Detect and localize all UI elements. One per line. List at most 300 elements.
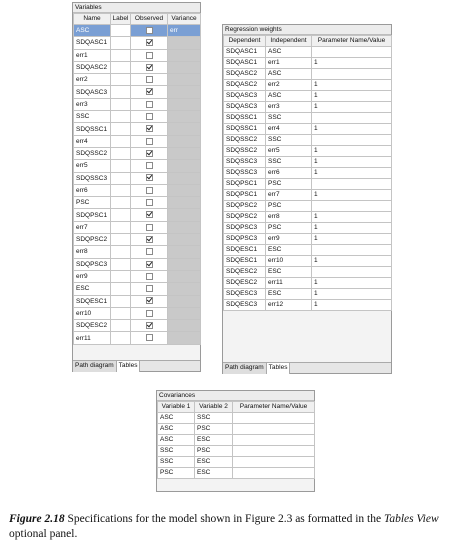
variable-label-cell[interactable] <box>111 307 131 319</box>
variables-table <box>73 13 201 345</box>
table-row[interactable] <box>74 295 201 307</box>
variable-1-cell[interactable]: ASC <box>158 435 195 446</box>
dependent-cell[interactable]: SDQASC1 <box>224 47 266 58</box>
variable-observed-cell <box>131 209 168 221</box>
table-row[interactable] <box>74 111 201 123</box>
variable-label-cell[interactable] <box>111 86 131 98</box>
parameter-cell[interactable] <box>312 267 392 278</box>
dependent-cell[interactable]: SDQSSC1 <box>224 124 266 135</box>
table-row[interactable] <box>224 91 392 102</box>
table-row[interactable] <box>74 49 201 61</box>
independent-cell[interactable]: PSC <box>266 201 312 212</box>
variable-variance-cell[interactable] <box>168 332 201 344</box>
table-row[interactable] <box>158 446 315 457</box>
variable-label-cell[interactable] <box>111 332 131 344</box>
parameter-cell[interactable] <box>312 69 392 80</box>
variable-2-cell[interactable]: SSC <box>195 413 233 424</box>
parameter-cell[interactable]: 1 <box>312 223 392 234</box>
table-row[interactable] <box>74 283 201 295</box>
variable-variance-cell[interactable] <box>168 86 201 98</box>
independent-cell[interactable]: err8 <box>266 212 312 223</box>
variable-observed-cell <box>131 270 168 282</box>
dependent-cell[interactable]: SDQASC2 <box>224 80 266 91</box>
regression-weights-panel <box>222 24 392 374</box>
table-row[interactable] <box>74 25 201 37</box>
table-row[interactable] <box>224 146 392 157</box>
variable-name-cell[interactable]: err7 <box>74 221 111 233</box>
table-row[interactable] <box>74 135 201 147</box>
observed-checkbox[interactable] <box>146 162 153 169</box>
variable-2-cell[interactable]: PSC <box>195 446 233 457</box>
variable-variance-cell[interactable] <box>168 172 201 184</box>
table-row[interactable] <box>74 209 201 221</box>
table-row[interactable] <box>158 468 315 479</box>
table-row[interactable] <box>158 413 315 424</box>
col-header-variable-1[interactable]: Variable 1 <box>158 402 195 413</box>
observed-checkbox[interactable] <box>146 150 153 157</box>
variable-variance-cell[interactable] <box>168 320 201 332</box>
variable-name-cell[interactable]: err5 <box>74 160 111 172</box>
variable-label-cell[interactable] <box>111 135 131 147</box>
observed-checkbox[interactable] <box>146 101 153 108</box>
parameter-cell[interactable]: 1 <box>312 212 392 223</box>
observed-checkbox[interactable] <box>146 211 153 218</box>
variable-name-cell[interactable]: SDQSSC2 <box>74 147 111 159</box>
variable-observed-cell <box>131 160 168 172</box>
variable-name-cell[interactable]: SDQASC2 <box>74 61 111 73</box>
variable-label-cell[interactable] <box>111 111 131 123</box>
variable-name-cell[interactable]: SSC <box>74 111 111 123</box>
variable-label-cell[interactable] <box>111 61 131 73</box>
col-header-label[interactable]: Label <box>111 14 131 25</box>
table-row[interactable] <box>224 223 392 234</box>
variable-label-cell[interactable] <box>111 172 131 184</box>
independent-cell[interactable]: PSC <box>266 223 312 234</box>
variable-observed-cell <box>131 283 168 295</box>
parameter-cell[interactable] <box>233 457 315 468</box>
variable-variance-cell[interactable] <box>168 270 201 282</box>
variables-panel-title: Variables <box>73 3 200 13</box>
table-row[interactable] <box>74 61 201 73</box>
table-row[interactable] <box>224 47 392 58</box>
variable-name-cell[interactable]: err11 <box>74 332 111 344</box>
observed-checkbox[interactable] <box>146 236 153 243</box>
variable-label-cell[interactable] <box>111 25 131 37</box>
dependent-cell[interactable]: SDQASC2 <box>224 69 266 80</box>
variable-variance-cell[interactable] <box>168 307 201 319</box>
table-row[interactable] <box>224 234 392 245</box>
observed-checkbox[interactable] <box>146 125 153 132</box>
table-row[interactable] <box>74 258 201 270</box>
dependent-cell[interactable]: SDQSSC3 <box>224 157 266 168</box>
parameter-cell[interactable] <box>233 468 315 479</box>
parameter-cell[interactable]: 1 <box>312 168 392 179</box>
table-row[interactable] <box>74 172 201 184</box>
covariances-panel <box>156 390 315 492</box>
observed-checkbox[interactable] <box>146 64 153 71</box>
table-row[interactable] <box>74 123 201 135</box>
variable-name-cell[interactable]: ASC <box>74 25 111 37</box>
col-header-observed[interactable]: Observed <box>131 14 168 25</box>
table-row[interactable] <box>224 168 392 179</box>
col-header-variance[interactable]: Variance <box>168 14 201 25</box>
observed-checkbox[interactable] <box>146 27 153 34</box>
variable-2-cell[interactable]: ESC <box>195 468 233 479</box>
parameter-cell[interactable]: 1 <box>312 256 392 267</box>
variable-variance-cell[interactable] <box>168 37 201 49</box>
table-row[interactable] <box>224 300 392 311</box>
table-row[interactable] <box>224 113 392 124</box>
table-row[interactable] <box>74 332 201 344</box>
table-row[interactable] <box>224 245 392 256</box>
table-row[interactable] <box>158 457 315 468</box>
dependent-cell[interactable]: SDQASC3 <box>224 102 266 113</box>
table-row[interactable] <box>74 320 201 332</box>
table-row[interactable] <box>74 270 201 282</box>
table-row[interactable] <box>74 160 201 172</box>
variable-variance-cell[interactable] <box>168 197 201 209</box>
parameter-cell[interactable] <box>233 424 315 435</box>
table-row[interactable] <box>224 256 392 267</box>
parameter-cell[interactable]: 1 <box>312 80 392 91</box>
variable-2-cell[interactable]: ESC <box>195 435 233 446</box>
table-row[interactable] <box>224 201 392 212</box>
variable-variance-cell[interactable] <box>168 74 201 86</box>
covariances-table <box>157 401 315 479</box>
parameter-cell[interactable] <box>312 245 392 256</box>
col-header-dependent[interactable]: Dependent <box>224 36 266 47</box>
variable-observed-cell <box>131 332 168 344</box>
observed-checkbox[interactable] <box>146 52 153 59</box>
dependent-cell[interactable]: SDQESC1 <box>224 245 266 256</box>
variable-label-cell[interactable] <box>111 184 131 196</box>
variable-observed-cell <box>131 147 168 159</box>
parameter-cell[interactable] <box>312 113 392 124</box>
variable-observed-cell <box>131 135 168 147</box>
table-row[interactable] <box>158 424 315 435</box>
variable-name-cell[interactable]: err3 <box>74 98 111 110</box>
variable-variance-cell[interactable] <box>168 234 201 246</box>
variable-name-cell[interactable]: ESC <box>74 283 111 295</box>
table-row[interactable] <box>74 246 201 258</box>
table-row[interactable] <box>74 98 201 110</box>
caption-text-after: optional panel. <box>9 528 78 540</box>
observed-checkbox[interactable] <box>146 39 153 46</box>
variable-observed-cell <box>131 184 168 196</box>
variable-observed-cell <box>131 37 168 49</box>
observed-checkbox[interactable] <box>146 248 153 255</box>
variable-2-cell[interactable]: ESC <box>195 457 233 468</box>
variable-name-cell[interactable]: err2 <box>74 74 111 86</box>
variable-observed-cell <box>131 86 168 98</box>
independent-cell[interactable]: err6 <box>266 168 312 179</box>
variable-variance-cell[interactable] <box>168 209 201 221</box>
table-row[interactable] <box>224 124 392 135</box>
variable-label-cell[interactable] <box>111 37 131 49</box>
tab-tables[interactable]: Tables <box>267 363 291 374</box>
parameter-cell[interactable]: 1 <box>312 102 392 113</box>
independent-cell[interactable]: ASC <box>266 91 312 102</box>
variable-name-cell[interactable]: SDQPSC2 <box>74 234 111 246</box>
variables-tab-bar <box>73 360 200 371</box>
table-row[interactable] <box>74 197 201 209</box>
col-header-name[interactable]: Name <box>74 14 111 25</box>
regression-table <box>223 35 392 311</box>
variable-label-cell[interactable] <box>111 258 131 270</box>
caption-text-before: Specifications for the model shown in Figure 2.3 as formatted in the <box>64 513 384 525</box>
variable-name-cell[interactable]: err6 <box>74 184 111 196</box>
parameter-cell[interactable] <box>233 446 315 457</box>
variable-label-cell[interactable] <box>111 246 131 258</box>
variable-variance-cell[interactable] <box>168 184 201 196</box>
independent-cell[interactable]: ASC <box>266 47 312 58</box>
variable-variance-cell[interactable] <box>168 61 201 73</box>
col-header-parameter[interactable]: Parameter Name/Value <box>233 402 315 413</box>
independent-cell[interactable]: err11 <box>266 278 312 289</box>
parameter-cell[interactable]: 1 <box>312 234 392 245</box>
observed-checkbox[interactable] <box>146 76 153 83</box>
independent-cell[interactable]: err2 <box>266 80 312 91</box>
dependent-cell[interactable]: SDQESC3 <box>224 300 266 311</box>
dependent-cell[interactable]: SDQSSC2 <box>224 135 266 146</box>
observed-checkbox[interactable] <box>146 273 153 280</box>
table-row[interactable] <box>224 190 392 201</box>
variable-1-cell[interactable]: SSC <box>158 457 195 468</box>
variable-name-cell[interactable]: err1 <box>74 49 111 61</box>
parameter-cell[interactable]: 1 <box>312 124 392 135</box>
observed-checkbox[interactable] <box>146 261 153 268</box>
parameter-cell[interactable] <box>312 47 392 58</box>
dependent-cell[interactable]: SDQPSC1 <box>224 179 266 190</box>
variable-variance-cell[interactable] <box>168 111 201 123</box>
variable-observed-cell <box>131 221 168 233</box>
independent-cell[interactable]: ASC <box>266 69 312 80</box>
dependent-cell[interactable]: SDQESC2 <box>224 267 266 278</box>
caption-italic-text: Tables View <box>383 513 439 525</box>
independent-cell[interactable]: PSC <box>266 179 312 190</box>
dependent-cell[interactable]: SDQASC3 <box>224 91 266 102</box>
independent-cell[interactable]: err4 <box>266 124 312 135</box>
observed-checkbox[interactable] <box>146 334 153 341</box>
parameter-cell[interactable]: 1 <box>312 300 392 311</box>
variable-label-cell[interactable] <box>111 98 131 110</box>
variable-variance-cell[interactable] <box>168 98 201 110</box>
table-row[interactable] <box>74 147 201 159</box>
dependent-cell[interactable]: SDQSSC3 <box>224 168 266 179</box>
dependent-cell[interactable]: SDQPSC3 <box>224 223 266 234</box>
dependent-cell[interactable]: SDQESC2 <box>224 278 266 289</box>
variable-label-cell[interactable] <box>111 74 131 86</box>
parameter-cell[interactable] <box>312 179 392 190</box>
col-header-parameter[interactable]: Parameter Name/Value <box>312 36 392 47</box>
independent-cell[interactable]: err9 <box>266 234 312 245</box>
variable-label-cell[interactable] <box>111 49 131 61</box>
table-row[interactable] <box>74 184 201 196</box>
parameter-cell[interactable]: 1 <box>312 58 392 69</box>
variable-label-cell[interactable] <box>111 234 131 246</box>
parameter-cell[interactable] <box>233 413 315 424</box>
variable-observed-cell <box>131 295 168 307</box>
variable-label-cell[interactable] <box>111 209 131 221</box>
variable-variance-cell[interactable] <box>168 49 201 61</box>
independent-cell[interactable]: err12 <box>266 300 312 311</box>
independent-cell[interactable]: SSC <box>266 135 312 146</box>
parameter-cell[interactable] <box>312 201 392 212</box>
parameter-cell[interactable]: 1 <box>312 278 392 289</box>
col-header-independent[interactable]: Independent <box>266 36 312 47</box>
variable-variance-cell[interactable] <box>168 135 201 147</box>
observed-checkbox[interactable] <box>146 88 153 95</box>
tab-path-diagram[interactable]: Path diagram <box>223 363 267 374</box>
variable-observed-cell <box>131 49 168 61</box>
variable-name-cell[interactable]: SDQASC3 <box>74 86 111 98</box>
observed-checkbox[interactable] <box>146 113 153 120</box>
variable-name-cell[interactable]: err9 <box>74 270 111 282</box>
table-row[interactable] <box>224 80 392 91</box>
table-row[interactable] <box>224 69 392 80</box>
variable-label-cell[interactable] <box>111 295 131 307</box>
variable-variance-cell[interactable] <box>168 283 201 295</box>
variable-1-cell[interactable]: ASC <box>158 424 195 435</box>
observed-checkbox[interactable] <box>146 138 153 145</box>
observed-checkbox[interactable] <box>146 285 153 292</box>
variable-1-cell[interactable]: ASC <box>158 413 195 424</box>
covariances-panel-title: Covariances <box>157 391 314 401</box>
variable-variance-cell[interactable] <box>168 258 201 270</box>
variable-variance-cell[interactable] <box>168 221 201 233</box>
dependent-cell[interactable]: SDQSSC1 <box>224 113 266 124</box>
independent-cell[interactable]: ESC <box>266 267 312 278</box>
variable-observed-cell <box>131 74 168 86</box>
variable-observed-cell <box>131 61 168 73</box>
variable-label-cell[interactable] <box>111 147 131 159</box>
dependent-cell[interactable]: SDQPSC2 <box>224 212 266 223</box>
dependent-cell[interactable]: SDQPSC1 <box>224 190 266 201</box>
variable-observed-cell <box>131 320 168 332</box>
variable-variance-cell[interactable] <box>168 295 201 307</box>
variable-2-cell[interactable]: PSC <box>195 424 233 435</box>
table-row[interactable] <box>224 157 392 168</box>
variables-panel <box>72 2 201 372</box>
variable-label-cell[interactable] <box>111 221 131 233</box>
variable-name-cell[interactable]: err8 <box>74 246 111 258</box>
variable-observed-cell <box>131 98 168 110</box>
table-row[interactable] <box>74 86 201 98</box>
table-row[interactable] <box>224 102 392 113</box>
parameter-cell[interactable]: 1 <box>312 146 392 157</box>
parameter-cell[interactable]: 1 <box>312 91 392 102</box>
independent-cell[interactable]: ESC <box>266 289 312 300</box>
parameter-cell[interactable]: 1 <box>312 289 392 300</box>
independent-cell[interactable]: ESC <box>266 245 312 256</box>
table-row[interactable] <box>158 435 315 446</box>
variable-label-cell[interactable] <box>111 270 131 282</box>
independent-cell[interactable]: SSC <box>266 113 312 124</box>
variable-name-cell[interactable]: PSC <box>74 197 111 209</box>
variable-label-cell[interactable] <box>111 123 131 135</box>
table-row[interactable] <box>74 234 201 246</box>
independent-cell[interactable]: err3 <box>266 102 312 113</box>
observed-checkbox[interactable] <box>146 224 153 231</box>
independent-cell[interactable]: err1 <box>266 58 312 69</box>
variable-observed-cell <box>131 111 168 123</box>
observed-checkbox[interactable] <box>146 310 153 317</box>
variable-name-cell[interactable]: SDQESC1 <box>74 295 111 307</box>
variable-name-cell[interactable]: SDQASC1 <box>74 37 111 49</box>
variable-variance-cell[interactable] <box>168 123 201 135</box>
parameter-cell[interactable] <box>233 435 315 446</box>
variable-label-cell[interactable] <box>111 320 131 332</box>
table-row[interactable] <box>74 307 201 319</box>
variable-variance-cell[interactable] <box>168 147 201 159</box>
variable-name-cell[interactable]: SDQSSC1 <box>74 123 111 135</box>
variable-observed-cell <box>131 246 168 258</box>
variable-label-cell[interactable] <box>111 283 131 295</box>
parameter-cell[interactable]: 1 <box>312 157 392 168</box>
figure-caption <box>9 512 454 542</box>
dependent-cell[interactable]: SDQPSC3 <box>224 234 266 245</box>
regression-tab-bar <box>223 362 391 373</box>
table-row[interactable] <box>74 37 201 49</box>
variable-variance-cell[interactable] <box>168 160 201 172</box>
table-row[interactable] <box>224 135 392 146</box>
observed-checkbox[interactable] <box>146 297 153 304</box>
variable-1-cell[interactable]: PSC <box>158 468 195 479</box>
parameter-cell[interactable] <box>312 135 392 146</box>
variable-name-cell[interactable]: SDQSSC3 <box>74 172 111 184</box>
table-row[interactable] <box>224 179 392 190</box>
variable-observed-cell <box>131 197 168 209</box>
variable-label-cell[interactable] <box>111 160 131 172</box>
variable-label-cell[interactable] <box>111 197 131 209</box>
independent-cell[interactable]: err10 <box>266 256 312 267</box>
variable-name-cell[interactable]: SDQESC2 <box>74 320 111 332</box>
independent-cell[interactable]: err5 <box>266 146 312 157</box>
table-row[interactable] <box>224 212 392 223</box>
independent-cell[interactable]: err7 <box>266 190 312 201</box>
variable-name-cell[interactable]: err4 <box>74 135 111 147</box>
table-row[interactable] <box>74 74 201 86</box>
variable-observed-cell <box>131 172 168 184</box>
observed-checkbox[interactable] <box>146 174 153 181</box>
observed-checkbox[interactable] <box>146 199 153 206</box>
variable-name-cell[interactable]: SDQPSC1 <box>74 209 111 221</box>
tab-path-diagram[interactable]: Path diagram <box>73 361 117 372</box>
table-row[interactable] <box>74 221 201 233</box>
independent-cell[interactable]: SSC <box>266 157 312 168</box>
tab-tables[interactable]: Tables <box>117 361 141 372</box>
variable-name-cell[interactable]: err10 <box>74 307 111 319</box>
dependent-cell[interactable]: SDQESC1 <box>224 256 266 267</box>
dependent-cell[interactable]: SDQPSC2 <box>224 201 266 212</box>
table-row[interactable] <box>224 58 392 69</box>
table-row[interactable] <box>224 278 392 289</box>
variable-variance-cell[interactable]: err <box>168 25 201 37</box>
observed-checkbox[interactable] <box>146 322 153 329</box>
variable-1-cell[interactable]: SSC <box>158 446 195 457</box>
observed-checkbox[interactable] <box>146 187 153 194</box>
col-header-variable-2[interactable]: Variable 2 <box>195 402 233 413</box>
table-row[interactable] <box>224 267 392 278</box>
variable-name-cell[interactable]: SDQPSC3 <box>74 258 111 270</box>
variable-variance-cell[interactable] <box>168 246 201 258</box>
table-row[interactable] <box>224 289 392 300</box>
dependent-cell[interactable]: SDQASC1 <box>224 58 266 69</box>
parameter-cell[interactable]: 1 <box>312 190 392 201</box>
dependent-cell[interactable]: SDQESC3 <box>224 289 266 300</box>
dependent-cell[interactable]: SDQSSC2 <box>224 146 266 157</box>
variable-observed-cell <box>131 307 168 319</box>
